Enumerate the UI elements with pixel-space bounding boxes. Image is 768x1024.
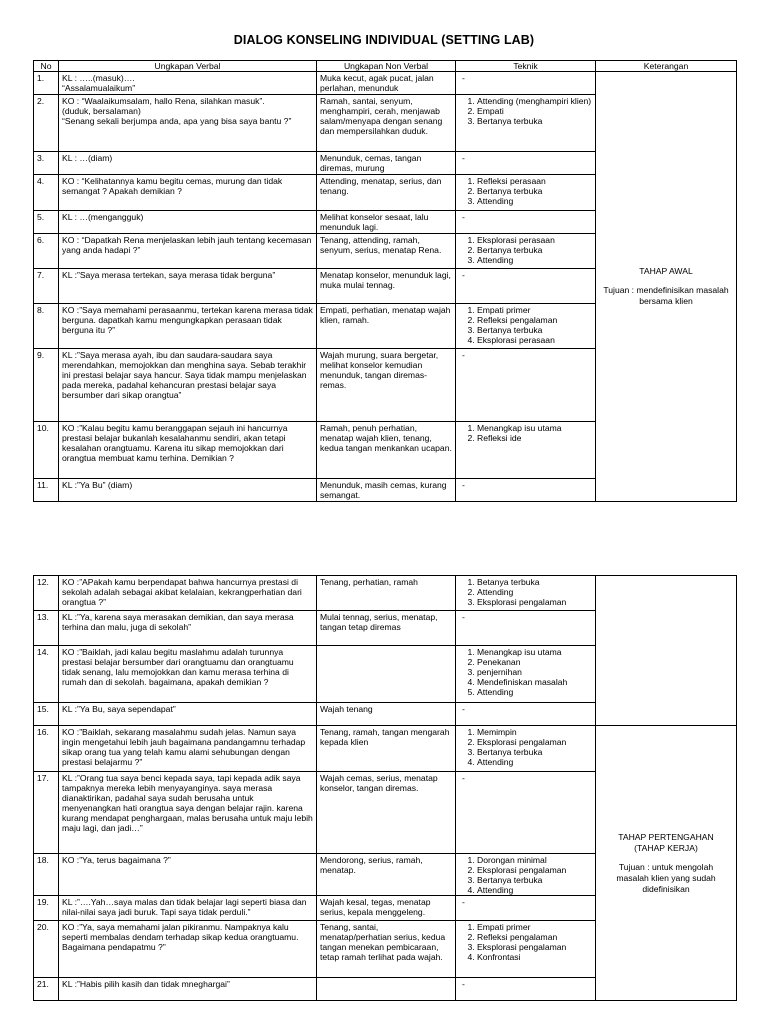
teknik-cell — [456, 726, 596, 772]
nonverbal-cell — [317, 978, 456, 1001]
teknik-item: 3. Bertanya terbuka — [477, 325, 592, 335]
verbal-line: KL :”Ya, karena saya merasakan demikian, dan saya merasa terhina dan malu, juga di sekolah” — [62, 612, 294, 632]
table-row — [34, 726, 737, 772]
teknik-item: 4. Eksplorasi perasaan — [477, 335, 592, 345]
teknik-list — [459, 305, 592, 345]
verbal-cell — [59, 772, 317, 854]
teknik-item: 2. Attending — [477, 587, 592, 597]
teknik-list — [459, 647, 592, 697]
header-no: No — [34, 61, 59, 72]
table-row — [34, 576, 737, 611]
row-number: 19. — [34, 896, 59, 921]
teknik-cell — [456, 772, 596, 854]
teknik-item: 2. Refleksi pengalaman — [477, 315, 592, 325]
teknik-cell — [456, 211, 596, 234]
verbal-line: KO : “Dapatkah Rena menjelaskan lebih jauh tentang kecemasan yang anda hadapi ?” — [62, 235, 312, 255]
verbal-line: KL : …(diam) — [62, 153, 113, 163]
empty-dash: - — [462, 979, 465, 989]
dialog-table-page-2 — [33, 575, 737, 1001]
teknik-cell — [456, 422, 596, 479]
teknik-item: 3. Eksplorasi pengalaman — [477, 597, 592, 607]
teknik-cell — [456, 921, 596, 978]
verbal-line: KO : “Waalaikumsalam, hallo Rena, silahkan masuk”. — [62, 96, 265, 106]
teknik-item: 4. Mendefiniskan masalah — [477, 677, 592, 687]
verbal-line: KO :”APakah kamu berpendapat bahwa hancurnya prestasi di sekolah adalah sebagai akibat kelalaian, kekrangperhatian dari orangtua ?” — [62, 577, 302, 607]
nonverbal-cell: Menunduk, masih cemas, kurang semangat. — [317, 479, 456, 502]
verbal-line: KO :”Ya, terus bagaimana ?” — [62, 855, 171, 865]
dialog-table-page-1 — [33, 60, 737, 502]
row-number: 9. — [34, 349, 59, 422]
verbal-line: KL : …..(masuk)…. — [62, 73, 135, 83]
verbal-cell — [59, 726, 317, 772]
row-number: 11. — [34, 479, 59, 502]
verbal-line: KL :”Habis pilih kasih dan tidak mneghargai” — [62, 979, 230, 989]
teknik-item: 3. Bertanya terbuka — [477, 747, 592, 757]
empty-dash: - — [462, 212, 465, 222]
teknik-cell — [456, 95, 596, 152]
teknik-cell — [456, 854, 596, 896]
teknik-item: 2. Eksplorasi pengalaman — [477, 865, 592, 875]
stage-name: TAHAP PERTENGAHAN (TAHAP KERJA) — [618, 831, 714, 853]
table-header-row — [34, 61, 737, 72]
header-nonverbal: Ungkapan Non Verbal — [317, 61, 456, 72]
teknik-item: 2. Bertanya terbuka — [477, 186, 592, 196]
verbal-line: KL :”Ya Bu” (diam) — [62, 480, 133, 490]
teknik-item: 1. Menangkap isu utama — [477, 647, 592, 657]
row-number: 18. — [34, 854, 59, 896]
teknik-item: 2. Bertanya terbuka — [477, 245, 592, 255]
row-number: 1. — [34, 72, 59, 95]
verbal-cell — [59, 611, 317, 646]
verbal-cell — [59, 234, 317, 269]
verbal-line: KO : “Kelihatannya kamu begitu cemas, murung dan tidak semangat ? Apakah demikian ? — [62, 176, 283, 196]
verbal-line: KL : …(mengangguk) — [62, 212, 144, 222]
teknik-cell — [456, 611, 596, 646]
teknik-cell — [456, 646, 596, 703]
row-number: 21. — [34, 978, 59, 1001]
verbal-line: “Assalamualaikum” — [62, 83, 136, 93]
stage-goal: Tujuan : mendefinisikan masalah bersama klien — [603, 285, 729, 306]
nonverbal-cell: Melihat konselor sesaat, lalu menunduk lagi. — [317, 211, 456, 234]
verbal-line: KL :”Saya merasa ayah, ibu dan saudara-saudara saya merendahkan, memojokkan dan menghina saya. Sebab terakhir ini prestasi belajar saya hancur. Saya tidak mampu menjelaskan pada mereka, padahal kehancuran prestasi belajar saya bersumber dari sikap orangtua” — [62, 350, 307, 400]
verbal-cell — [59, 175, 317, 211]
nonverbal-cell: Attending, menatap, serius, dan tenang. — [317, 175, 456, 211]
keterangan-empty — [596, 576, 737, 726]
empty-dash: - — [462, 73, 465, 83]
teknik-list — [459, 727, 592, 767]
teknik-cell — [456, 175, 596, 211]
verbal-cell — [59, 72, 317, 95]
verbal-line: KL :”….Yah…saya malas dan tidak belajar lagi seperti biasa dan nilai-nilai saya jadi buruk. Tapi saya tidak perduli.” — [62, 897, 307, 917]
teknik-cell — [456, 269, 596, 304]
nonverbal-cell: Wajah murung, suara bergetar, melihat konselor kemudian menunduk, tangan diremas-remas. — [317, 349, 456, 422]
row-number: 4. — [34, 175, 59, 211]
header-verbal: Ungkapan Verbal — [59, 61, 317, 72]
verbal-cell — [59, 349, 317, 422]
verbal-cell — [59, 479, 317, 502]
teknik-cell — [456, 576, 596, 611]
stage-goal: Tujuan : untuk mengolah masalah klien yang sudah didefinisikan — [616, 861, 716, 894]
document-title: DIALOG KONSELING INDIVIDUAL (SETTING LAB) — [233, 33, 535, 47]
verbal-cell — [59, 422, 317, 479]
verbal-cell — [59, 896, 317, 921]
teknik-item: 3. Eksplorasi pengalaman — [477, 942, 592, 952]
teknik-item: 2. Empati — [477, 106, 592, 116]
verbal-cell — [59, 921, 317, 978]
empty-dash: - — [462, 480, 465, 490]
teknik-cell — [456, 304, 596, 349]
verbal-cell — [59, 854, 317, 896]
keterangan-tahap-pertengahan — [596, 726, 737, 1001]
teknik-item: 4. Attending — [477, 757, 592, 767]
row-number: 7. — [34, 269, 59, 304]
verbal-cell — [59, 152, 317, 175]
nonverbal-cell: Ramah, penuh perhatian, menatap wajah klien, tenang, kedua tangan menkankan ucapan. — [317, 422, 456, 479]
verbal-line: (duduk, bersalaman) — [62, 106, 141, 116]
empty-dash: - — [462, 153, 465, 163]
keterangan-tahap-awal — [596, 72, 737, 502]
empty-dash: - — [462, 897, 465, 907]
verbal-cell — [59, 703, 317, 726]
nonverbal-cell: Mulai tennag, serius, menatap, tangan tetap diremas — [317, 611, 456, 646]
verbal-cell — [59, 576, 317, 611]
verbal-line: “Senang sekali berjumpa anda, apa yang bisa saya bantu ?” — [62, 116, 292, 126]
verbal-line: KL :”Saya merasa tertekan, saya merasa tidak berguna” — [62, 270, 276, 280]
row-number: 15. — [34, 703, 59, 726]
nonverbal-cell: Wajah cemas, serius, menatap konselor, tangan diremas. — [317, 772, 456, 854]
teknik-item: 1. Empati primer — [477, 305, 592, 315]
verbal-cell — [59, 211, 317, 234]
verbal-cell — [59, 95, 317, 152]
teknik-item: 2. Penekanan — [477, 657, 592, 667]
teknik-item: 1. Memimpin — [477, 727, 592, 737]
verbal-cell — [59, 269, 317, 304]
verbal-cell — [59, 978, 317, 1001]
teknik-item: 1. Betanya terbuka — [477, 577, 592, 587]
teknik-item: 1. Eksplorasi perasaan — [477, 235, 592, 245]
nonverbal-cell: Wajah kesal, tegas, menatap serius, kepala menggeleng. — [317, 896, 456, 921]
verbal-line: KO :”Baiklah, jadi kalau begitu maslahmu adalah turunnya prestasi belajar bersumber dari orangtuamu dan orangtuamu tidak senang, lalu memojokkan dan kamu merasa terhina di rumah dan di sekolah. bagaimana, apakah demikian ? — [62, 647, 294, 687]
teknik-item: 1. Empati primer — [477, 922, 592, 932]
teknik-list — [459, 577, 592, 607]
teknik-list — [459, 423, 592, 443]
header-teknik: Teknik — [456, 61, 596, 72]
row-number: 2. — [34, 95, 59, 152]
teknik-cell — [456, 978, 596, 1001]
teknik-list — [459, 235, 592, 265]
teknik-list — [459, 855, 592, 895]
nonverbal-cell: Tenang, ramah, tangan mengarah kepada klien — [317, 726, 456, 772]
nonverbal-cell: Menunduk, cemas, tangan diremas, murung — [317, 152, 456, 175]
row-number: 6. — [34, 234, 59, 269]
teknik-item: 2. Eksplorasi pengalaman — [477, 737, 592, 747]
teknik-cell — [456, 349, 596, 422]
row-number: 20. — [34, 921, 59, 978]
verbal-cell — [59, 646, 317, 703]
empty-dash: - — [462, 612, 465, 622]
stage-name: TAHAP AWAL — [639, 266, 693, 276]
teknik-cell — [456, 234, 596, 269]
teknik-cell — [456, 72, 596, 95]
verbal-line: KO :”Baiklah, sekarang masalahmu sudah jelas. Namun saya ingin mengetahui lebih jauh bagaimana pandangamnu terhadap sikap orang tua yang telah kamu alami sehubungan dengan prestasi belajarmu ?” — [62, 727, 306, 767]
teknik-item: 3. Bertanya terbuka — [477, 116, 592, 126]
nonverbal-cell: Mendorong, serius, ramah, menatap. — [317, 854, 456, 896]
nonverbal-cell: Empati, perhatian, menatap wajah klien, ramah. — [317, 304, 456, 349]
row-number: 8. — [34, 304, 59, 349]
verbal-line: KL :”Ya Bu, saya sependapat” — [62, 704, 176, 714]
teknik-cell — [456, 152, 596, 175]
nonverbal-cell: Menatap konselor, menunduk lagi, muka mulai tennag. — [317, 269, 456, 304]
verbal-line: KL :”Orang tua saya benci kepada saya, tapi kepada adik saya tampaknya mereka lebih menyayanginya. saya merasa dianaktirikan, padahal saya sudah berusaha untuk menyenangkan hati orangtua saya dengan belajar rajin. karena kurang mendapat penghargaan, malas berusaha untuk maju lebih maju lagi, dan jadi…” — [62, 773, 313, 833]
teknik-item: 5. Attending — [477, 687, 592, 697]
teknik-item: 1. Dorongan minimal — [477, 855, 592, 865]
nonverbal-cell: Tenang, santai, menatap/perhatian serius, kedua tangan menekan pembicaraan, tetap ramah terlihat pada wajah. — [317, 921, 456, 978]
teknik-item: 1. Menangkap isu utama — [477, 423, 592, 433]
teknik-item: 3. Attending — [477, 196, 592, 206]
row-number: 5. — [34, 211, 59, 234]
teknik-item: 2. Refleksi ide — [477, 433, 592, 443]
nonverbal-cell: Ramah, santai, senyum, menghampiri, cerah, menjawab salam/menyapa dengan senang dan mempersilahkan duduk. — [317, 95, 456, 152]
teknik-list — [459, 176, 592, 206]
nonverbal-cell: Muka kecut, agak pucat, jalan perlahan, menunduk — [317, 72, 456, 95]
nonverbal-cell — [317, 646, 456, 703]
verbal-line: KO :”Saya memahami perasaanmu, tertekan karena merasa tidak berguna. dapatkah kamu mengungkapkan perasaan tidak berguna itu ?” — [62, 305, 313, 335]
header-keterangan: Keterangan — [596, 61, 737, 72]
row-number: 13. — [34, 611, 59, 646]
teknik-item: 2. Refleksi pengalaman — [477, 932, 592, 942]
verbal-line: KO :”Kalau begitu kamu beranggapan sejauh ini hancurnya prestasi belajar bukanlah kesalahanmu sendiri, akan tetapi kesalahan orangtuamu. Karena itu sikap memojokkan dari orangtua membuat kamu terhina. Demikian ? — [62, 423, 288, 463]
teknik-item: 3. Attending — [477, 255, 592, 265]
teknik-item: 1. Refleksi perasaan — [477, 176, 592, 186]
teknik-cell — [456, 703, 596, 726]
nonverbal-cell: Tenang, attending, ramah, senyum, serius, menatap Rena. — [317, 234, 456, 269]
teknik-cell — [456, 896, 596, 921]
empty-dash: - — [462, 270, 465, 280]
empty-dash: - — [462, 350, 465, 360]
row-number: 12. — [34, 576, 59, 611]
teknik-item: 1. Attending (menghampiri klien) — [477, 96, 592, 106]
teknik-list — [459, 922, 592, 962]
teknik-cell — [456, 479, 596, 502]
teknik-item: 3. Bertanya terbuka — [477, 875, 592, 885]
teknik-item: 4. Konfrontasi — [477, 952, 592, 962]
row-number: 14. — [34, 646, 59, 703]
verbal-line: KO :”Ya, saya memahami jalan pikiranmu. Nampaknya kalu seperti membalas dendam terhadap sikap kedua orangtuamu. Bagaimana pendapatmu ?” — [62, 922, 299, 952]
teknik-list — [459, 96, 592, 126]
nonverbal-cell: Tenang, perhatian, ramah — [317, 576, 456, 611]
row-number: 3. — [34, 152, 59, 175]
row-number: 16. — [34, 726, 59, 772]
row-number: 17. — [34, 772, 59, 854]
row-number: 10. — [34, 422, 59, 479]
teknik-item: 4. Attending — [477, 885, 592, 895]
empty-dash: - — [462, 773, 465, 783]
teknik-item: 3. penjernihan — [477, 667, 592, 677]
table-row — [34, 72, 737, 95]
verbal-cell — [59, 304, 317, 349]
empty-dash: - — [462, 704, 465, 714]
nonverbal-cell: Wajah tenang — [317, 703, 456, 726]
